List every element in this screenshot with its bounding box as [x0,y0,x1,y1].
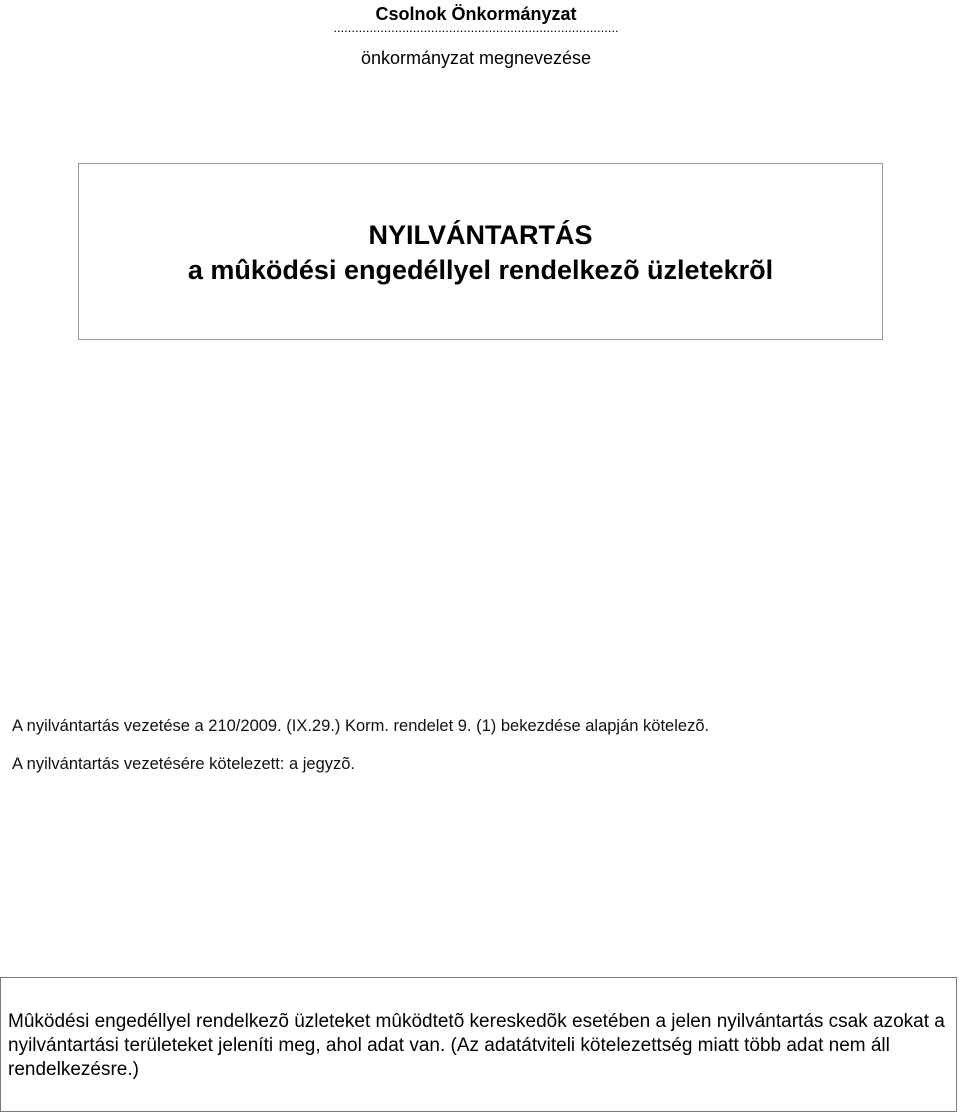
municipality-name: Csolnok Önkormányzat [375,4,577,24]
document-title: NYILVÁNTARTÁS [368,220,593,250]
header-block [170,0,782,69]
dotted-fill-line: ............................................................................... [333,23,619,35]
notice-text: Mûködési engedéllyel rendelkezõ üzleteket mûködtetõ kereskedõk esetében a jelen nyilvántartás csak azokat a nyilvántartási területeket jeleníti meg, ahol adat van. (Az adatátviteli kötelezettség miatt több adat nem áll rendelkezésre.) [8,1011,945,1080]
document-subtitle: a mûködési engedéllyel rendelkezõ üzletekrõl [187,255,774,285]
responsible-person-text: A nyilvántartás vezetésére kötelezett: a jegyzõ. [12,755,356,773]
notice-box [0,977,957,1112]
title-box [78,163,883,340]
municipality-label: önkormányzat megnevezése [360,48,592,68]
legal-basis-text: A nyilvántartás vezetése a 210/2009. (IX.29.) Korm. rendelet 9. (1) bekezdése alapján kötelezõ. [12,717,710,735]
